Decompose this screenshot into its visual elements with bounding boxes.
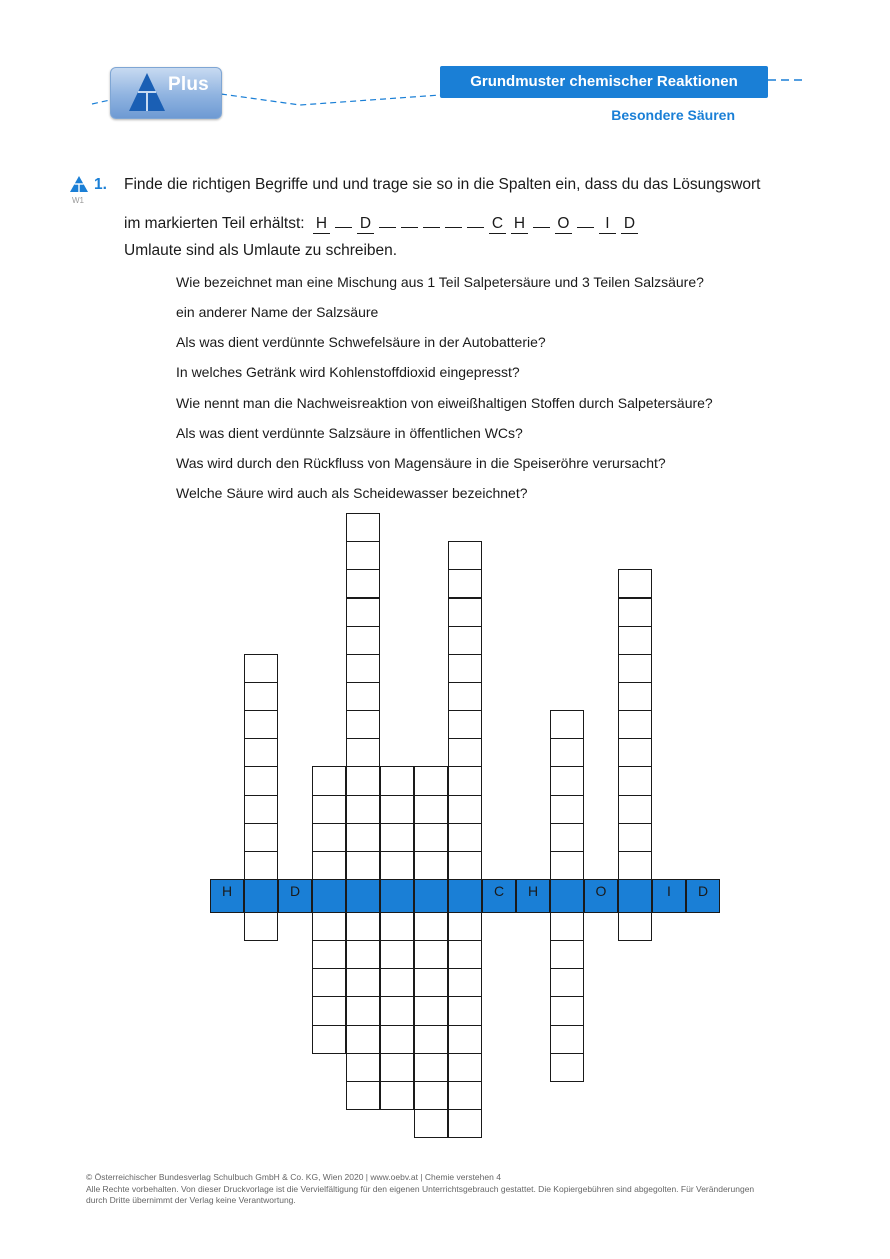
crossword-cell[interactable] [618,766,652,795]
crossword-cell[interactable] [550,710,584,739]
crossword-cell[interactable] [448,940,482,969]
topic-banner: Grundmuster chemischer Reaktionen [440,66,768,98]
crossword-cell[interactable] [448,996,482,1025]
crossword-cell[interactable] [380,1081,414,1110]
footer [86,1172,806,1207]
crossword-cell[interactable] [380,912,414,941]
crossword-cell[interactable] [312,940,346,969]
crossword-cell[interactable] [448,541,482,570]
task-number: 1. [94,176,107,193]
crossword-cell[interactable] [346,682,380,711]
crossword-cell[interactable] [380,1025,414,1054]
crossword-cell[interactable] [618,598,652,627]
crossword-cell[interactable] [414,851,448,880]
task-code: W1 [72,196,84,205]
clue-8: Welche Säure wird auch als Scheidewasser bezeichnet? [176,485,528,501]
crossword-cell[interactable] [414,996,448,1025]
crossword-cell[interactable] [346,795,380,824]
triangle-level-icon [69,175,89,193]
solution-cell[interactable]: I [652,879,686,913]
crossword-cell[interactable] [550,738,584,767]
crossword-cell[interactable] [448,1025,482,1054]
clue-7: Was wird durch den Rückfluss von Magensäure in die Speiseröhre verursacht? [176,455,666,471]
crossword-cell[interactable] [346,851,380,880]
crossword-cell[interactable] [380,851,414,880]
crossword-cell[interactable] [448,912,482,941]
crossword-cell[interactable] [448,766,482,795]
crossword-cell[interactable] [312,1025,346,1054]
crossword-cell[interactable] [244,795,278,824]
crossword-cell[interactable] [618,710,652,739]
crossword-cell[interactable] [618,626,652,655]
crossword-cell[interactable] [244,738,278,767]
crossword-cell[interactable] [550,996,584,1025]
solution-cell[interactable] [550,879,584,913]
crossword-cell[interactable] [414,1053,448,1082]
solution-cell[interactable] [312,879,346,913]
crossword-cell[interactable] [312,996,346,1025]
solution-blanks [313,215,643,232]
solution-blank [467,209,484,228]
crossword-cell[interactable] [346,654,380,683]
crossword-cell[interactable] [346,738,380,767]
solution-blank: C [489,215,506,234]
task-instruction-prefix: im markierten Teil erhältst: [124,215,305,232]
crossword-cell[interactable] [550,968,584,997]
crossword-cell[interactable] [448,569,482,598]
crossword-cell[interactable] [414,968,448,997]
crossword-cell[interactable] [448,738,482,767]
crossword-cell[interactable] [550,795,584,824]
crossword-cell[interactable] [346,968,380,997]
crossword-cell[interactable] [414,823,448,852]
subtopic-title: Besondere Säuren [611,107,735,123]
clue-4: In welches Getränk wird Kohlenstoffdioxid eingepresst? [176,364,520,380]
crossword-cell[interactable] [448,1109,482,1138]
crossword-cell[interactable] [346,598,380,627]
crossword-cell[interactable] [414,1081,448,1110]
solution-blank: D [621,215,638,234]
clue-2: ein anderer Name der Salzsäure [176,304,379,320]
task-instruction-line1: Finde die richtigen Begriffe und und trage sie so in die Spalten ein, dass du das Lösungswort [124,176,761,193]
crossword-cell[interactable] [448,626,482,655]
crossword-cell[interactable] [346,766,380,795]
crossword-cell[interactable] [346,626,380,655]
solution-blank: H [511,215,528,234]
solution-cell[interactable]: H [210,879,244,913]
crossword-cell[interactable] [380,968,414,997]
crossword-cell[interactable] [346,996,380,1025]
crossword-cell[interactable] [380,1053,414,1082]
solution-cell[interactable] [618,879,652,913]
crossword-cell[interactable] [550,912,584,941]
solution-cell[interactable]: C [482,879,516,913]
crossword-cell[interactable] [550,1025,584,1054]
crossword-cell[interactable] [448,795,482,824]
solution-cell[interactable]: O [584,879,618,913]
crossword-cell[interactable] [550,1053,584,1082]
crossword-cell[interactable] [312,968,346,997]
crossword-cell[interactable] [414,766,448,795]
plus-logo [110,67,222,119]
crossword-cell[interactable] [312,851,346,880]
solution-blank: O [555,215,572,234]
crossword-cell[interactable] [414,940,448,969]
crossword-cell[interactable] [312,766,346,795]
crossword-cell[interactable] [380,795,414,824]
solution-blank [533,209,550,228]
footer-copyright: © Österreichischer Bundesverlag Schulbuch GmbH & Co. KG, Wien 2020 | www.oebv.at | Chemie verstehen 4 [86,1172,501,1182]
solution-blank [401,209,418,228]
crossword-cell[interactable] [618,738,652,767]
crossword-cell[interactable] [618,851,652,880]
task-instruction-line3: Umlaute sind als Umlaute zu schreiben. [124,242,398,259]
crossword-cell[interactable] [618,682,652,711]
crossword-cell[interactable] [380,823,414,852]
crossword-cell[interactable] [244,682,278,711]
clue-5: Wie nennt man die Nachweisreaktion von eiweißhaltigen Stoffen durch Salpetersäure? [176,395,713,411]
solution-blank [335,209,352,228]
crossword-cell[interactable] [346,1081,380,1110]
crossword-cell[interactable] [346,823,380,852]
crossword-cell[interactable] [244,766,278,795]
crossword-cell[interactable] [380,996,414,1025]
crossword-cell[interactable] [448,654,482,683]
solution-cell[interactable] [414,879,448,913]
logo-text: Plus [168,74,209,95]
crossword-cell[interactable] [244,912,278,941]
solution-cell[interactable] [346,879,380,913]
footer-rights-cont: durch Dritte übernimmt der Verlag keine Verantwortung. [86,1195,296,1205]
solution-cell[interactable]: D [686,879,720,913]
crossword-cell[interactable] [244,710,278,739]
crossword-cell[interactable] [346,541,380,570]
crossword-cell[interactable] [550,823,584,852]
crossword-cell[interactable] [618,912,652,941]
crossword-cell[interactable] [618,795,652,824]
solution-blank: H [313,215,330,234]
crossword-cell[interactable] [448,682,482,711]
solution-cell[interactable] [380,879,414,913]
crossword-cell[interactable] [448,710,482,739]
crossword-cell[interactable] [346,710,380,739]
crossword-cell[interactable] [312,823,346,852]
crossword-cell[interactable] [550,851,584,880]
solution-cell[interactable] [448,879,482,913]
crossword-cell[interactable] [346,569,380,598]
solution-blank [379,209,396,228]
crossword-cell[interactable] [312,795,346,824]
crossword-cell[interactable] [448,1053,482,1082]
crossword-cell[interactable] [414,1109,448,1138]
crossword-cell[interactable] [618,823,652,852]
crossword-cell[interactable] [312,912,346,941]
crossword-cell[interactable] [448,823,482,852]
crossword-cell[interactable] [346,912,380,941]
crossword-cell[interactable] [414,1025,448,1054]
solution-blank [423,209,440,228]
task-instruction-line2 [124,209,643,234]
crossword-cell[interactable] [448,968,482,997]
crossword-cell[interactable] [346,513,380,542]
crossword-cell[interactable] [244,851,278,880]
footer-rights: Alle Rechte vorbehalten. Von dieser Druckvorlage ist die Vervielfältigung für den eigenen Unterrichtsgebrauch gestattet. Die Kopiergebühren sind abgegolten. Für Veränderungen [86,1183,755,1194]
crossword-cell[interactable] [244,654,278,683]
clue-3: Als was dient verdünnte Schwefelsäure in der Autobatterie? [176,334,546,350]
solution-cell[interactable] [244,879,278,913]
triangle-icon [127,71,167,113]
solution-blank [445,209,462,228]
crossword-cell[interactable] [550,766,584,795]
crossword-cell[interactable] [346,1025,380,1054]
crossword-cell[interactable] [448,851,482,880]
solution-blank: D [357,215,374,234]
crossword-cell[interactable] [414,912,448,941]
crossword-cell[interactable] [346,940,380,969]
crossword-cell[interactable] [414,795,448,824]
crossword-cell[interactable] [380,766,414,795]
crossword-cell[interactable] [380,940,414,969]
crossword-cell[interactable] [618,654,652,683]
solution-cell[interactable]: D [278,879,312,913]
solution-blank: I [599,215,616,234]
solution-cell[interactable]: H [516,879,550,913]
crossword-cell[interactable] [618,569,652,598]
clue-1: Wie bezeichnet man eine Mischung aus 1 Teil Salpetersäure und 3 Teilen Salzsäure? [176,274,704,290]
solution-blank [577,209,594,228]
crossword-cell[interactable] [448,1081,482,1110]
crossword-cell[interactable] [346,1053,380,1082]
clue-6: Als was dient verdünnte Salzsäure in öffentlichen WCs? [176,425,523,441]
crossword-cell[interactable] [448,598,482,627]
crossword-cell[interactable] [550,940,584,969]
crossword-cell[interactable] [244,823,278,852]
